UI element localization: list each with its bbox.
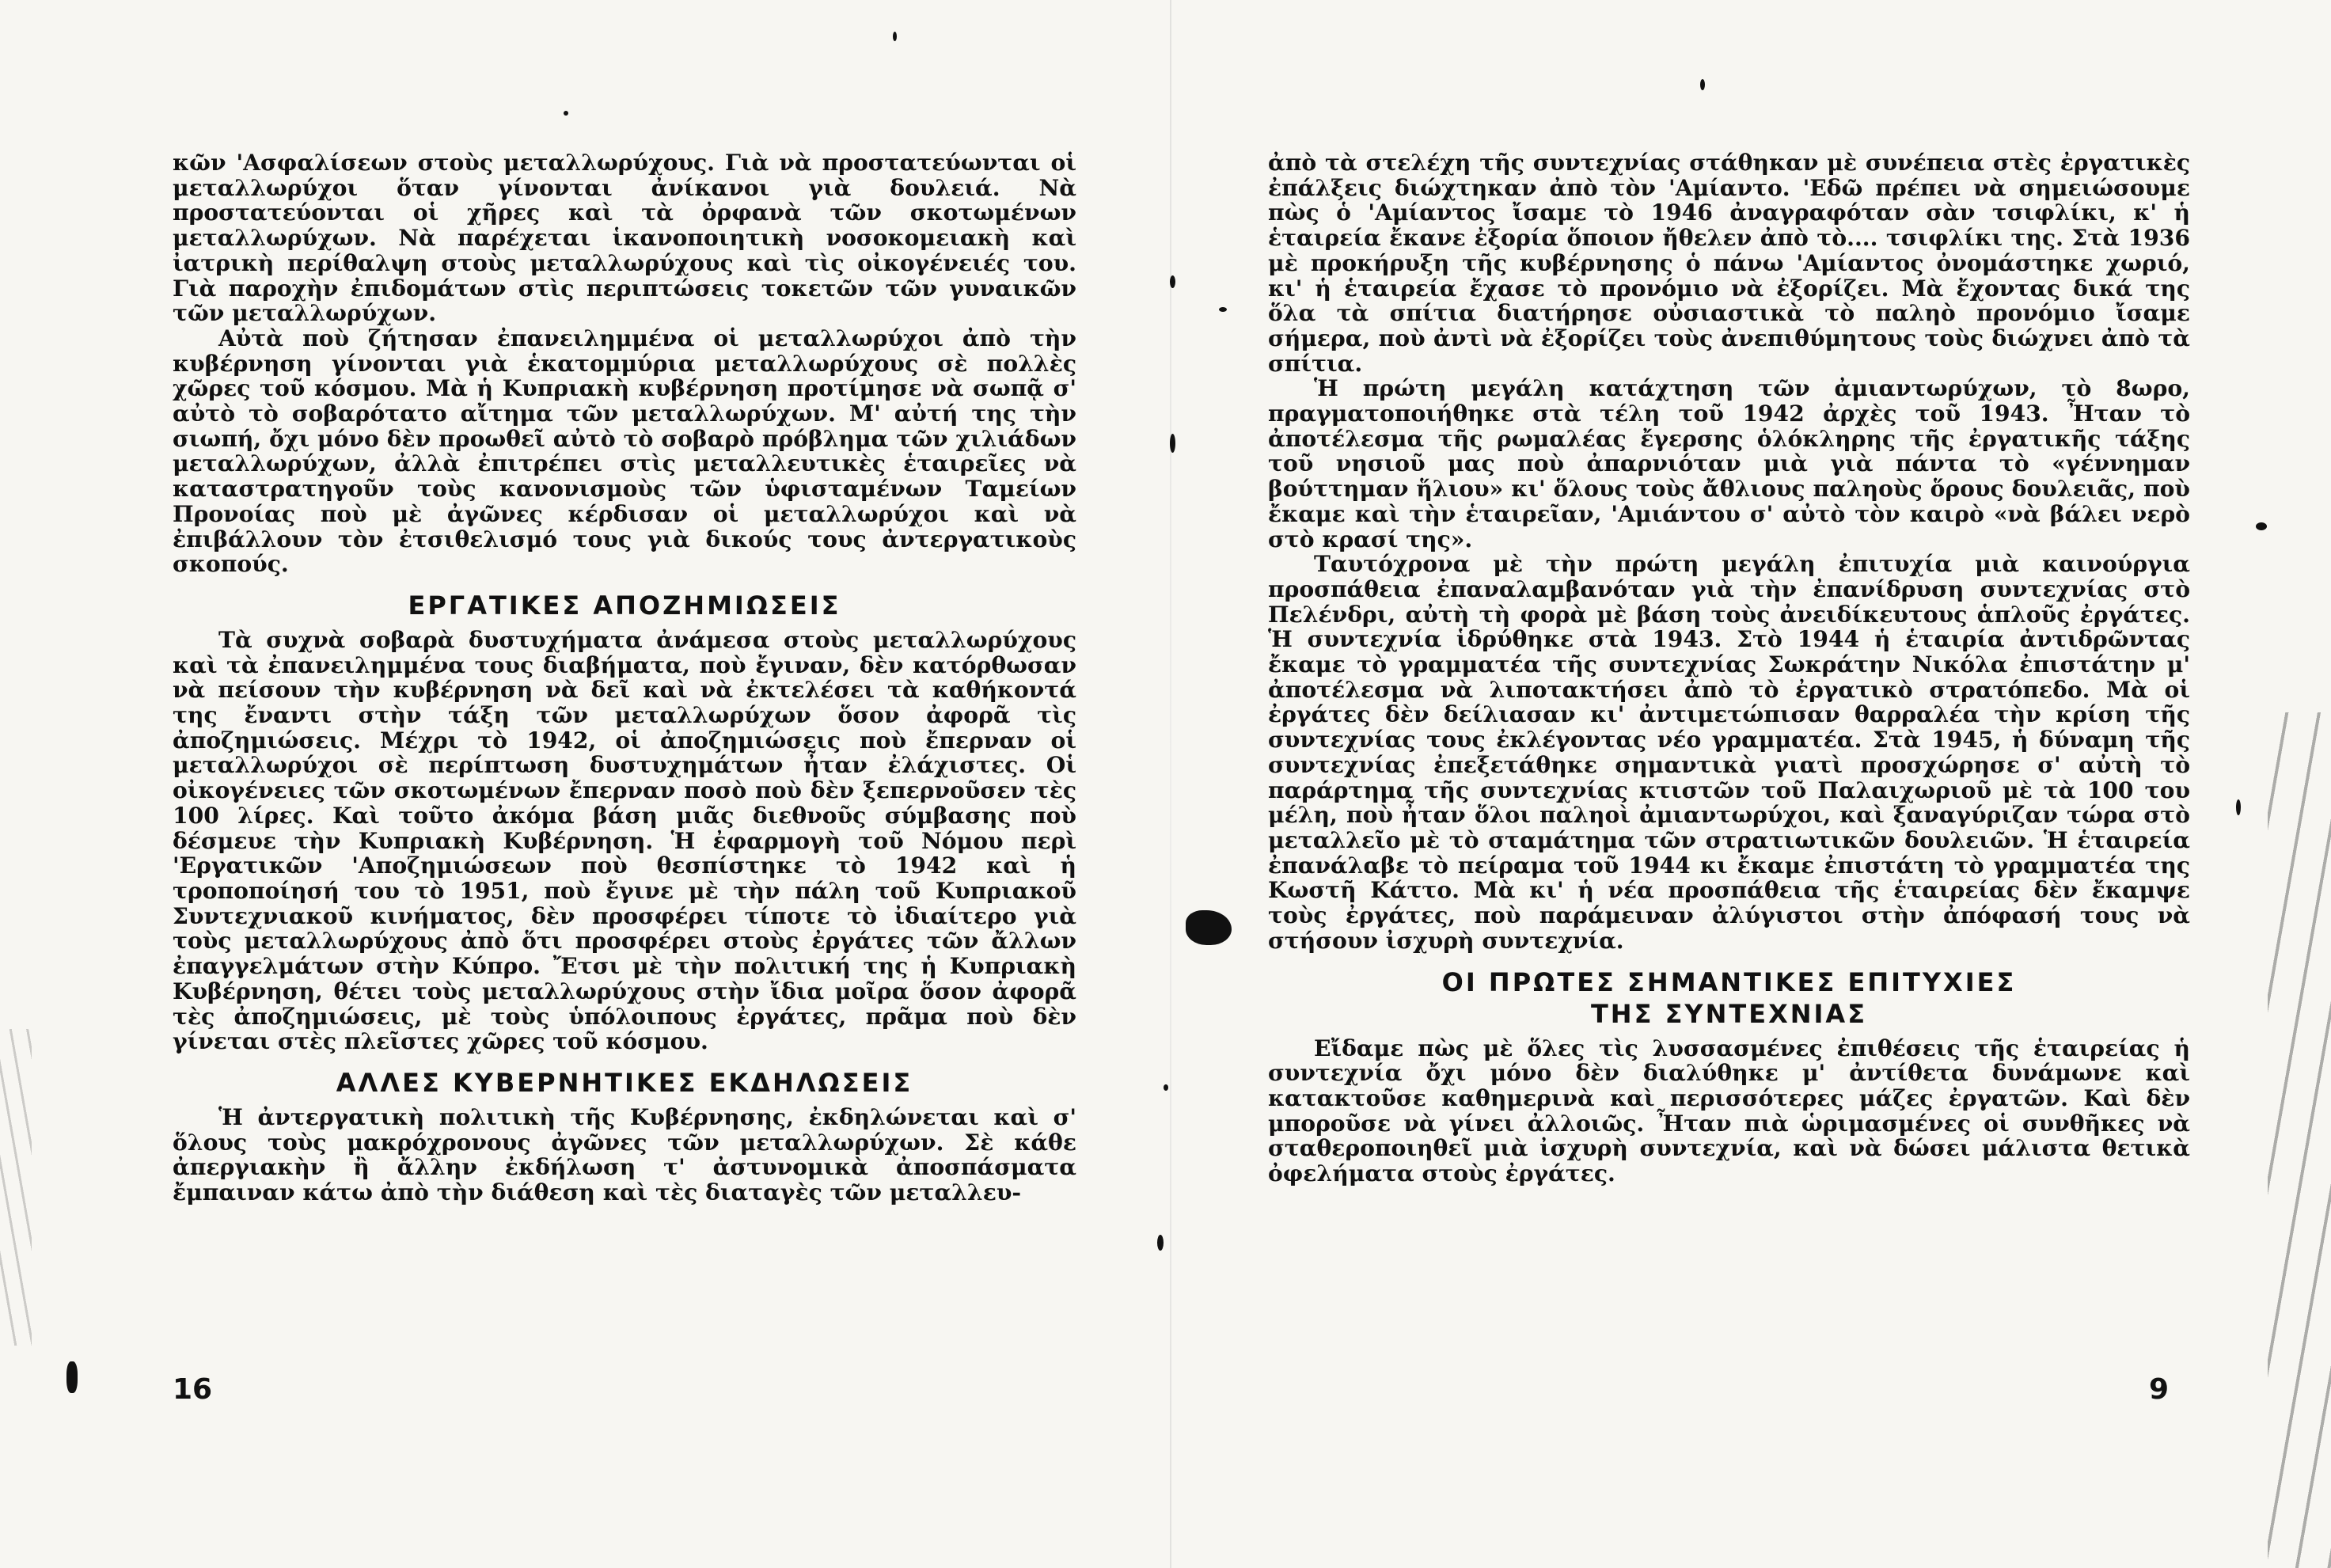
right-page-number: 9 — [2149, 1373, 2170, 1406]
left-heading-compensation: ΕΡΓΑΤΙΚΕΣ ΑΠΟΖΗΜΙΩΣΕΙΣ — [408, 590, 841, 621]
page-edge-shadow — [0, 1029, 32, 1346]
right-paragraph-3: Ταυτόχρονα μὲ τὴν πρώτη μεγάλη ἐπιτυχία μιὰ καινούργια προσπάθεια ἐπαναλαμβανόταν γιὰ τὴν ἐπανίδρυση συντεχνίας στὸ Πελένδρι, αὐτὴ τὴ φορὰ μὲ βάση τοὺς ἀνειδίκευτους ἁπλοῦς ἐργάτες. Ἡ συντεχνία ἱδρύθηκε στὰ 1943. Στὸ 1944 ἡ ἑταιρία ἀντιδρῶντας ἔκαμε τὸ γραμματέα τῆς συντεχνίας Σωκράτην Νικόλα ἐπιστάτην μ' ἀποτέλεσμα νὰ λιποτακτήσει ἀπὸ τὸ ἐργατικὸ στρατόπεδο. Μὰ οἱ ἐργάτες δὲν δείλιασαν κι' ἀντιμετώπισαν θαρραλέα τὴν κρίση τῆς συντεχνίας τους ἐκλέγοντας νέο γραμματέα. Στὰ 1945, ἡ δύναμη τῆς συντεχνίας ἐπεξετάθηκε σημαντικὰ γιατὶ προσχώρησε σ' αὐτὴ τὸ παράρτημα τῆς συντεχνίας κτιστῶν τοῦ Παλαιχωριοῦ μὲ τὰ 100 του μέλη, ποὺ ἦταν ὅλοι παληοὶ ἀμιαντωρύχοι, καὶ ξαναγύριζαν τώρα στὸ μεταλλεῖο μὲ τὸ σταμάτημα τῶν στρατιωτικῶν δουλειῶν. Ἡ ἑταιρεία ἐπανάλαβε τὸ πείραμα τοῦ 1944 κι ἔκαμε ἐπιστάτη τὸ γραμματέα της Κωστῆ Κάττο. Μὰ κι' ἡ νέα προσπάθεια τῆς ἑταιρείας δὲν ἔκαμψε τοὺς ἐργάτες, ποὺ παράμειναν ἀλύγιστοι στὴν ἀπόφασή τους νὰ στήσουν ἰσχυρὴ συντεχνία. — [1268, 551, 2190, 954]
ink-speck — [1700, 79, 1705, 90]
left-page-number: 16 — [173, 1373, 213, 1406]
right-heading-line-2: ΤΗΣ ΣΥΝΤΕΧΝΙΑΣ — [1590, 998, 1868, 1029]
ink-blot — [1186, 910, 1232, 945]
left-paragraph-3: Τὰ συχνὰ σοβαρὰ δυστυχήματα ἀνάμεσα στοὺς μεταλλωρύχους καὶ τὰ ἐπανειλημμένα τους διαβήματα, ποὺ ἔγιναν, δὲν κατόρθωσαν νὰ πείσουν τὴν κυβέρνηση νὰ δεῖ καὶ νὰ ἐκτελέσει τὰ καθήκοντά της ἔναντι στὴν τάξη τῶν μεταλλωρύχων ὅσον ἀφορᾶ τὶς ἀποζημιώσεις. Μέχρι τὸ 1942, οἱ ἀποζημιώσεις ποὺ ἔπερναν οἱ μεταλλωρύχοι σὲ περίπτωση δυστυχημάτων ἦταν ἐλάχιστες. Οἱ οἰκογένειες τῶν σκοτωμένων ἔπερναν ποσὸ ποὺ δὲν ξεπερνοῦσεν τὲς 100 λίρες. Καὶ τοῦτο ἀκόμα βάση μιᾶς διεθνοῦς σύμβασης ποὺ δέσμευε τὴν Κυπριακὴ Κυβέρνηση. Ἡ ἐφαρμογὴ τοῦ Νόμου περὶ 'Εργατικῶν 'Αποζημιώσεων ποὺ θεσπίστηκε τὸ 1942 καὶ ἡ τροποποίησή του τὸ 1951, ποὺ ἔγινε μὲ τὴν πάλη τοῦ Κυπριακοῦ Συντεχνιακοῦ κινήματος, δὲν προσφέρει τίποτε τὸ ἰδιαίτερο γιὰ τοὺς μεταλλωρύχους ἀπὸ ὅτι προσφέρει στοὺς ἐργάτες τῶν ἄλλων ἐπαγγελμάτων στὴν Κύπρο. Ἔτσι μὲ τὴν πολιτική της ἡ Κυπριακὴ Κυβέρνηση, θέτει τοὺς μεταλλωρύχους στὴν ἴδια μοῖρα ὅσον ἀφορᾶ τὲς ἀποζημιώσεις, μὲ τοὺς ὑπόλοιπους ἐργάτες, πρᾶμα ποὺ δὲν γίνεται στὲς πλεῖστες χῶρες τοῦ κόσμου. — [173, 626, 1076, 1055]
ink-speck — [893, 32, 897, 41]
left-paragraph-4: Ἡ ἀντεργατικὴ πολιτικὴ τῆς Κυβέρνησης, ἐκδηλώνεται καὶ σ' ὅλους τοὺς μακρόχρονους ἀγῶνες τῶν μεταλλωρύχων. Σὲ κάθε ἀπεργιακὴν ἢ ἄλλην ἐκδήλωση τ' ἀστυνομικὰ ἀποσπάσματα ἔμπαιναν κάτω ἀπὸ τὴν διάθεση καὶ τὲς διαταγὲς τῶν μεταλλευ- — [173, 1103, 1076, 1206]
book-gutter — [1170, 0, 1171, 1568]
ink-speck — [66, 1361, 78, 1393]
ink-speck — [1164, 1084, 1168, 1091]
page-edge-shadow — [2268, 712, 2331, 1568]
right-paragraph-1: ἀπὸ τὰ στελέχη τῆς συντεχνίας στάθηκαν μὲ συνέπεια στὲς ἐργατικὲς ἐπάλξεις διώχτηκαν ἀπὸ τὸν 'Αμίαντο. 'Εδῶ πρέπει νὰ σημειώσουμε πὼς ὁ 'Αμίαντος ἴσαμε τὸ 1946 ἀναγραφόταν σὰν τσιφλίκι, κ' ἡ ἑταιρεία ἔκανε ἐξορία ὅποιον ἤθελεν ἀπὸ τὸ.... τσιφλίκι της. Στὰ 1936 μὲ προκήρυξη τῆς κυβέρνησης ὁ πάνω 'Αμίαντος ὀνομάστηκε χωριό, κι' ἡ ἑταιρεία ἔχασε τὸ προνόμιο νὰ ἐξορίζει. Μὰ ἔχοντας δικά της ὅλα τὰ σπίτια διατήρησε οὐσιαστικὰ τὸ παληὸ προνόμιο ἴσαμε σήμερα, ποὺ ἀντὶ νὰ ἐξορίζει τοὺς ἀνεπιθύμητους τοὺς διώχνει ἀπὸ τὰ σπίτια. — [1268, 150, 2190, 377]
right-paragraph-2: Ἡ πρώτη μεγάλη κατάχτηση τῶν ἀμιαντωρύχων, τὸ 8ωρο, πραγματοποιήθηκε στὰ τέλη τοῦ 1942 ἀρχὲς τοῦ 1943. Ἦταν τὸ ἀποτέλεσμα τῆς ρωμαλέας ἔγερσης ὁλόκληρης τῆς ἐργατικῆς τάξης τοῦ νησιοῦ μας ποὺ ἀπαρνιόταν μιὰ γιὰ πάντα τὸ «γέννημαν βούττημαν ἥλιου» κι' ὅλους τοὺς ἄθλιους παληοὺς ὅρους δουλειᾶς, ποὺ ἔκαμε καὶ τὴν ἑταιρεῖαν, 'Αμιάντου σ' αὐτὸ τὸν καιρὸ «νὰ βάλει νερὸ στὸ κρασί της». — [1268, 375, 2190, 552]
ink-speck — [2236, 799, 2241, 815]
left-page — [173, 150, 1076, 1205]
right-heading-line-1: ΟΙ ΠΡΩΤΕΣ ΣΗΜΑΝΤΙΚΕΣ ΕΠΙΤΥΧΙΕΣ — [1441, 966, 2017, 997]
left-heading-government: ΑΛΛΕΣ ΚΥΒΕΡΝΗΤΙΚΕΣ ΕΚΔΗΛΩΣΕΙΣ — [336, 1067, 913, 1098]
left-paragraph-2: Αὐτὰ ποὺ ζήτησαν ἐπανειλημμένα οἱ μεταλλωρύχοι ἀπὸ τὴν κυβέρνηση γίνονται γιὰ ἑκατομμύρια μεταλλωρύχους σὲ πολλὲς χῶρες τοῦ κόσμου. Μὰ ἡ Κυπριακὴ κυβέρνηση προτίμησε νὰ σωπᾷ σ' αὐτὸ τὸ σοβαρότατο αἴτημα τῶν μεταλλωρύχων. Μ' αὐτή της τὴν σιωπή, ὄχι μόνο δὲν προωθεῖ αὐτὸ τὸ σοβαρὸ πρόβλημα τῶν χιλιάδων μεταλλωρύχων, ἀλλὰ ἐπιτρέπει στὶς μεταλλευτικὲς ἑταιρεῖες νὰ καταστρατηγοῦν τοὺς κανονισμοὺς τῶν ὑφισταμένων Ταμείων Προνοίας ποὺ μὲ ἀγῶνες κέρδισαν οἱ μεταλλωρύχοι καὶ νὰ ἐπιβάλλουν τὸν ἐτσιθελισμό τους γιὰ δικούς τους ἀντεργατικοὺς σκοπούς. — [173, 325, 1076, 578]
ink-speck — [1170, 434, 1175, 453]
ink-speck — [1170, 275, 1175, 288]
right-page — [1268, 150, 2190, 1186]
right-paragraph-4: Εἴδαμε πὼς μὲ ὅλες τὶς λυσσασμένες ἐπιθέσεις τῆς ἑταιρείας ἡ συντεχνία ὄχι μόνο δὲν διαλύθηκε μ' ἀντίθετα δυνάμωνε καὶ κατακτοῦσε καθημερινὰ καὶ περισσότερες μάζες ἐργατῶν. Καὶ δὲν μποροῦσε νὰ γίνει ἀλλοιῶς. Ἦταν πιὰ ὡριμασμένες οἱ συνθῆκες νὰ σταθεροποιηθεῖ μιὰ ἰσχυρὴ συντεχνία, καὶ νὰ δώσει μάλιστα θετικὰ ὀφελήματα στοὺς ἐργάτες. — [1268, 1035, 2190, 1187]
ink-speck — [1219, 307, 1227, 312]
ink-speck — [564, 111, 568, 116]
ink-speck — [2256, 522, 2267, 530]
left-paragraph-1: κῶν 'Ασφαλίσεων στοὺς μεταλλωρύχους. Γιὰ νὰ προστατεύωνται οἱ μεταλλωρύχοι ὅταν γίνονται ἀνίκανοι γιὰ δουλειά. Νὰ προστατεύονται οἱ χῆρες καὶ τὰ ὀρφανὰ τῶν σκοτωμένων μεταλλωρύχων. Νὰ παρέχεται ἱκανοποιητικὴ νοσοκομειακὴ καὶ ἰατρικὴ περίθαλψη στοὺς μεταλλωρύχους καὶ τὶς οἰκογένειές του. Γιὰ παροχὴν ἐπιδομάτων στὶς περιπτώσεις τοκετῶν τῶν γυναικῶν τῶν μεταλλωρύχων. — [173, 150, 1076, 327]
ink-speck — [1157, 1235, 1164, 1251]
